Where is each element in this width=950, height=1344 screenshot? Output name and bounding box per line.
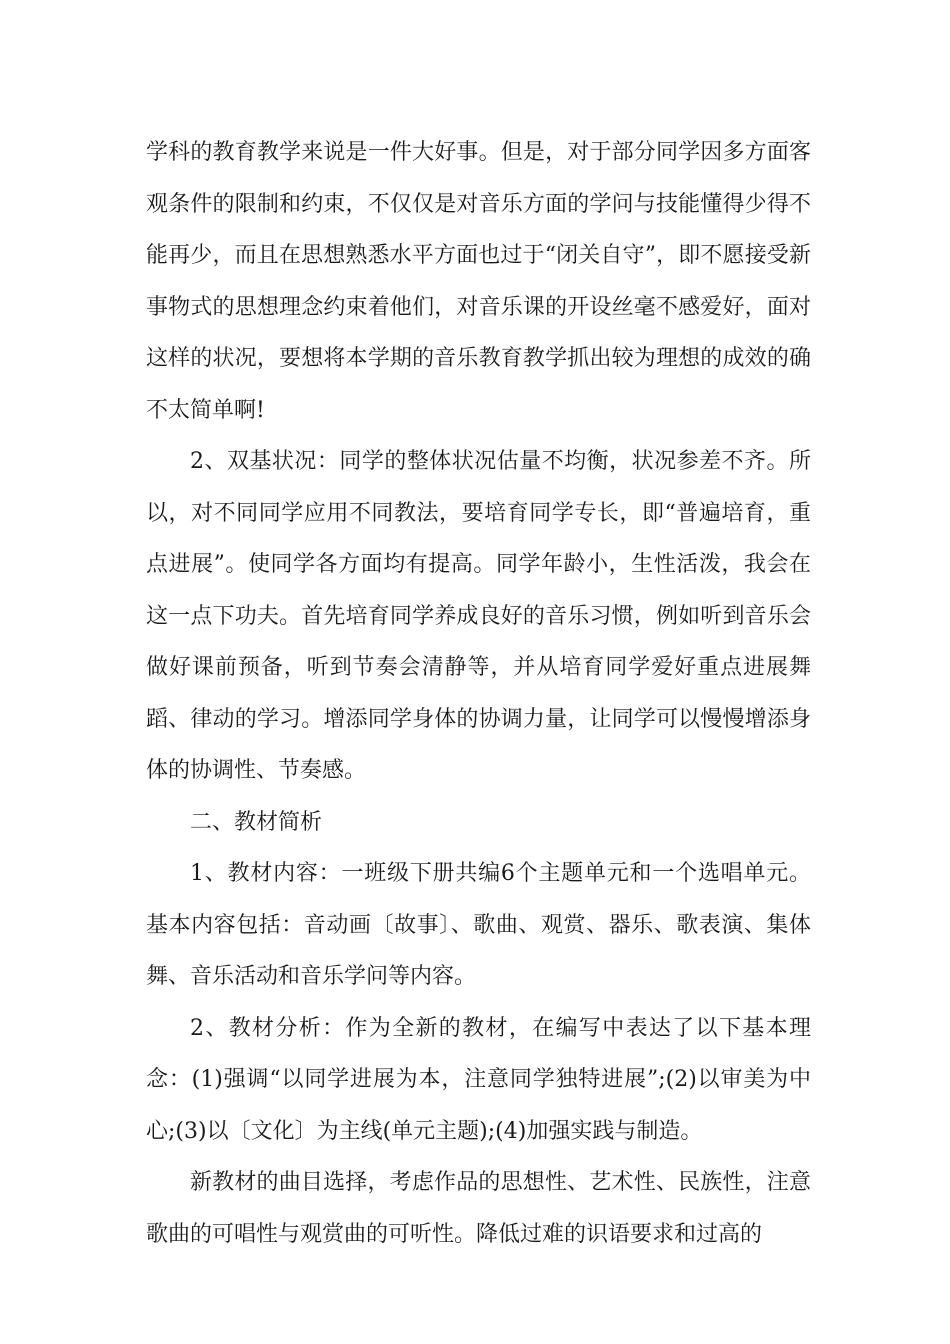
section-heading-textbook-analysis: 二、教材简析: [190, 809, 323, 835]
paragraph-textbook-content: 1、教材内容：一班级下册共编6个主题单元和一个选唱单元。基本内容包括：音动画〔故事〕、歌曲、观赏、器乐、歌表演、集体舞、音乐活动和音乐学问等内容。: [146, 861, 811, 989]
paragraph-basic-skills: 2、双基状况：同学的整体状况估量不均衡，状况参差不齐。所以，对不同同学应用不同教法，要培育同学专长，即“普遍培育，重点进展”。使同学各方面均有提高。同学年龄小，生性活泼，我会在这一点下功夫。首先培育同学养成良好的音乐习惯，例如听到音乐会做好课前预备，听到节奏会清静等，并从培育同学爱好重点进展舞蹈、律动的学习。增添同学身体的协调力量，让同学可以慢慢增添身体的协调性、节奏感。: [146, 449, 811, 783]
paragraph-textbook-analysis: 2、教材分析：作为全新的教材，在编写中表达了以下基本理念：(1)强调“以同学进展为本，注意同学独特进展”;(2)以审美为中心;(3)以〔文化〕为主线(单元主题);(4)加强实践与制造。: [146, 1015, 811, 1144]
paragraph-music-background: 学科的教育教学来说是一件大好事。但是，对于部分同学因多方面客观条件的限制和约束，不仅仅是对音乐方面的学问与技能懂得少得不能再少，而且在思想熟悉水平方面也过于“闭关自守”，即不愿接受新事物式的思想理念约束着他们，对音乐课的开设丝毫不感爱好，面对这样的状况，要想将本学期的音乐教育教学抓出较为理想的成效的确不太简单啊!: [146, 140, 811, 423]
document-body: [146, 127, 811, 1260]
paragraph-new-textbook-selection: 新教材的曲目选择，考虑作品的思想性、艺术性、民族性，注意歌曲的可唱性与观赏曲的可听性。降低过难的识语要求和过高的: [146, 1170, 811, 1247]
